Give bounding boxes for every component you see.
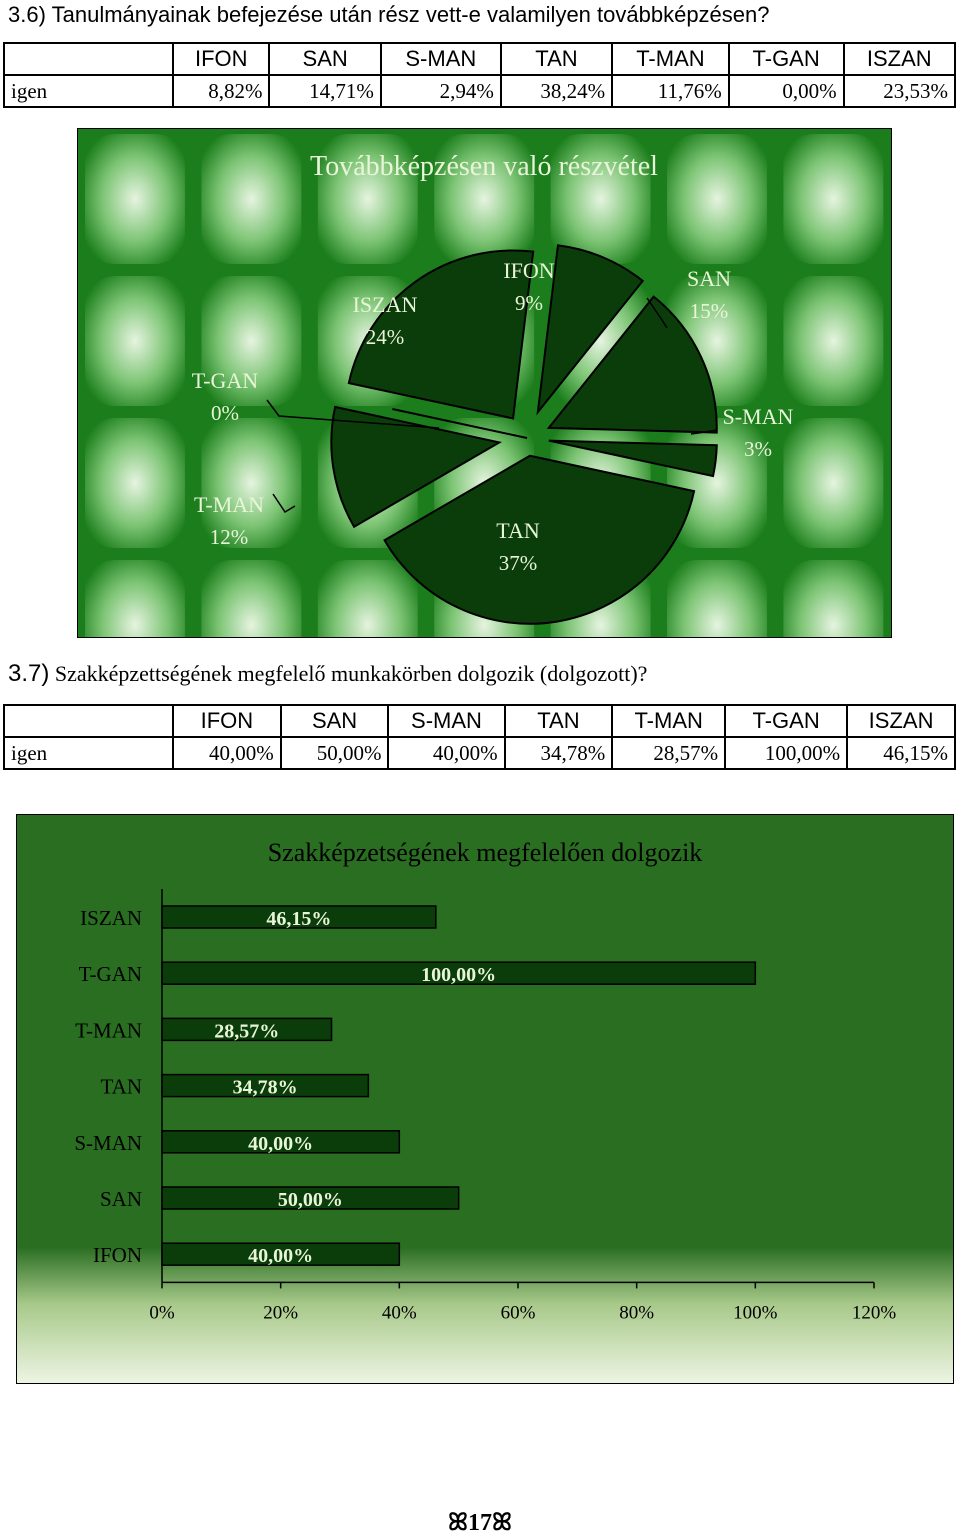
- table-relevant-job: [3, 704, 956, 770]
- pie-label-category: ISZAN: [352, 292, 418, 317]
- page-footer: [0, 1510, 960, 1537]
- pie-label-percent: 3%: [744, 437, 772, 461]
- y-category-label: SAN: [99, 1187, 142, 1211]
- pie-label-percent: 24%: [365, 325, 405, 349]
- page-number: 17: [468, 1510, 492, 1536]
- row-label: igen: [4, 75, 173, 107]
- col-header: ISZAN: [844, 43, 955, 75]
- table-cell: 40,00%: [173, 737, 281, 769]
- table-cell: 100,00%: [725, 737, 847, 769]
- table-cell: 38,24%: [501, 75, 612, 107]
- ornament-right-icon: ꕤ: [492, 1510, 512, 1536]
- pie-chart-further-training: [77, 128, 892, 638]
- y-category-label: T-GAN: [78, 962, 142, 987]
- bar-value-label: 28,57%: [214, 1020, 280, 1043]
- pie-label-percent: 9%: [515, 291, 543, 315]
- y-category-label: S-MAN: [74, 1130, 142, 1155]
- col-header: T-MAN: [612, 43, 729, 75]
- y-category-label: ISZAN: [80, 906, 142, 930]
- bar-chart-relevant-job: [16, 814, 954, 1384]
- bar-value-label: 34,78%: [232, 1076, 298, 1099]
- col-header: S-MAN: [388, 705, 504, 737]
- col-header: T-GAN: [725, 705, 847, 737]
- x-tick-label: 120%: [851, 1302, 897, 1324]
- col-header: IFON: [173, 43, 269, 75]
- table-cell: 50,00%: [281, 737, 389, 769]
- y-category-label: IFON: [92, 1243, 142, 1268]
- pie-label-category: IFON: [503, 258, 555, 283]
- row-label: igen: [4, 737, 173, 769]
- col-header: SAN: [269, 43, 380, 75]
- pie-label-percent: 37%: [498, 551, 538, 575]
- pie-label-category: T-MAN: [193, 492, 265, 517]
- table-header-row: [4, 705, 955, 737]
- table-cell: 28,57%: [612, 737, 725, 769]
- table-cell: 40,00%: [388, 737, 504, 769]
- bar-value-label: 40,00%: [248, 1132, 314, 1155]
- pie-chart-svg: [77, 128, 892, 638]
- col-header: TAN: [505, 705, 613, 737]
- pie-label-category: T-GAN: [191, 368, 259, 393]
- table-corner-cell: [4, 43, 173, 75]
- col-header: ISZAN: [847, 705, 955, 737]
- table-cell: 23,53%: [844, 75, 955, 107]
- bar-chart-background: [16, 814, 954, 1384]
- table-row: [4, 737, 955, 769]
- x-tick-label: 0%: [149, 1302, 175, 1324]
- table-cell: 8,82%: [173, 75, 269, 107]
- x-tick-label: 40%: [381, 1302, 417, 1324]
- x-tick-label: 100%: [733, 1302, 778, 1324]
- table-corner-cell: [4, 705, 173, 737]
- col-header: T-GAN: [729, 43, 844, 75]
- table-cell: 46,15%: [847, 737, 955, 769]
- y-category-label: TAN: [100, 1074, 142, 1099]
- x-tick-label: 60%: [500, 1302, 536, 1324]
- chart-title: Szakképzetségének megfelelően dolgozik: [267, 838, 703, 867]
- x-tick-label: 80%: [619, 1302, 655, 1324]
- bar-value-label: 100,00%: [421, 964, 497, 987]
- heading-text: Szakképzettségének megfelelő munkakörben dolgozik (dolgozott)?: [49, 661, 648, 686]
- section-heading-3-6: 3.6) Tanulmányainak befejezése után rész vett-e valamilyen továbbképzésen?: [8, 2, 770, 27]
- section-heading-3-7: [8, 660, 647, 688]
- col-header: IFON: [173, 705, 281, 737]
- pie-label-percent: 0%: [211, 401, 239, 425]
- chart-title: Továbbképzésen való részvétel: [310, 151, 658, 182]
- bar-chart-svg: [16, 814, 954, 1384]
- table-further-training: [3, 42, 956, 108]
- table-cell: 2,94%: [381, 75, 501, 107]
- table-header-row: [4, 43, 955, 75]
- pie-label-percent: 15%: [689, 299, 729, 323]
- table-cell: 34,78%: [505, 737, 613, 769]
- y-category-label: T-MAN: [75, 1018, 142, 1043]
- bar-value-label: 40,00%: [248, 1245, 314, 1268]
- col-header: TAN: [501, 43, 612, 75]
- ornament-left-icon: ꕤ: [448, 1510, 468, 1536]
- table-cell: 0,00%: [729, 75, 844, 107]
- col-header: SAN: [281, 705, 389, 737]
- x-tick-label: 20%: [263, 1302, 299, 1324]
- table-row: [4, 75, 955, 107]
- col-header: T-MAN: [612, 705, 725, 737]
- table-cell: 11,76%: [612, 75, 729, 107]
- heading-number: 3.7): [8, 660, 50, 687]
- table-cell: 14,71%: [269, 75, 380, 107]
- bar-value-label: 50,00%: [277, 1189, 343, 1211]
- bar-value-label: 46,15%: [266, 908, 332, 930]
- pie-label-category: SAN: [686, 266, 732, 291]
- pie-label-percent: 12%: [209, 525, 249, 549]
- col-header: S-MAN: [381, 43, 501, 75]
- pie-label-category: TAN: [496, 518, 540, 543]
- pie-label-category: S-MAN: [722, 404, 794, 429]
